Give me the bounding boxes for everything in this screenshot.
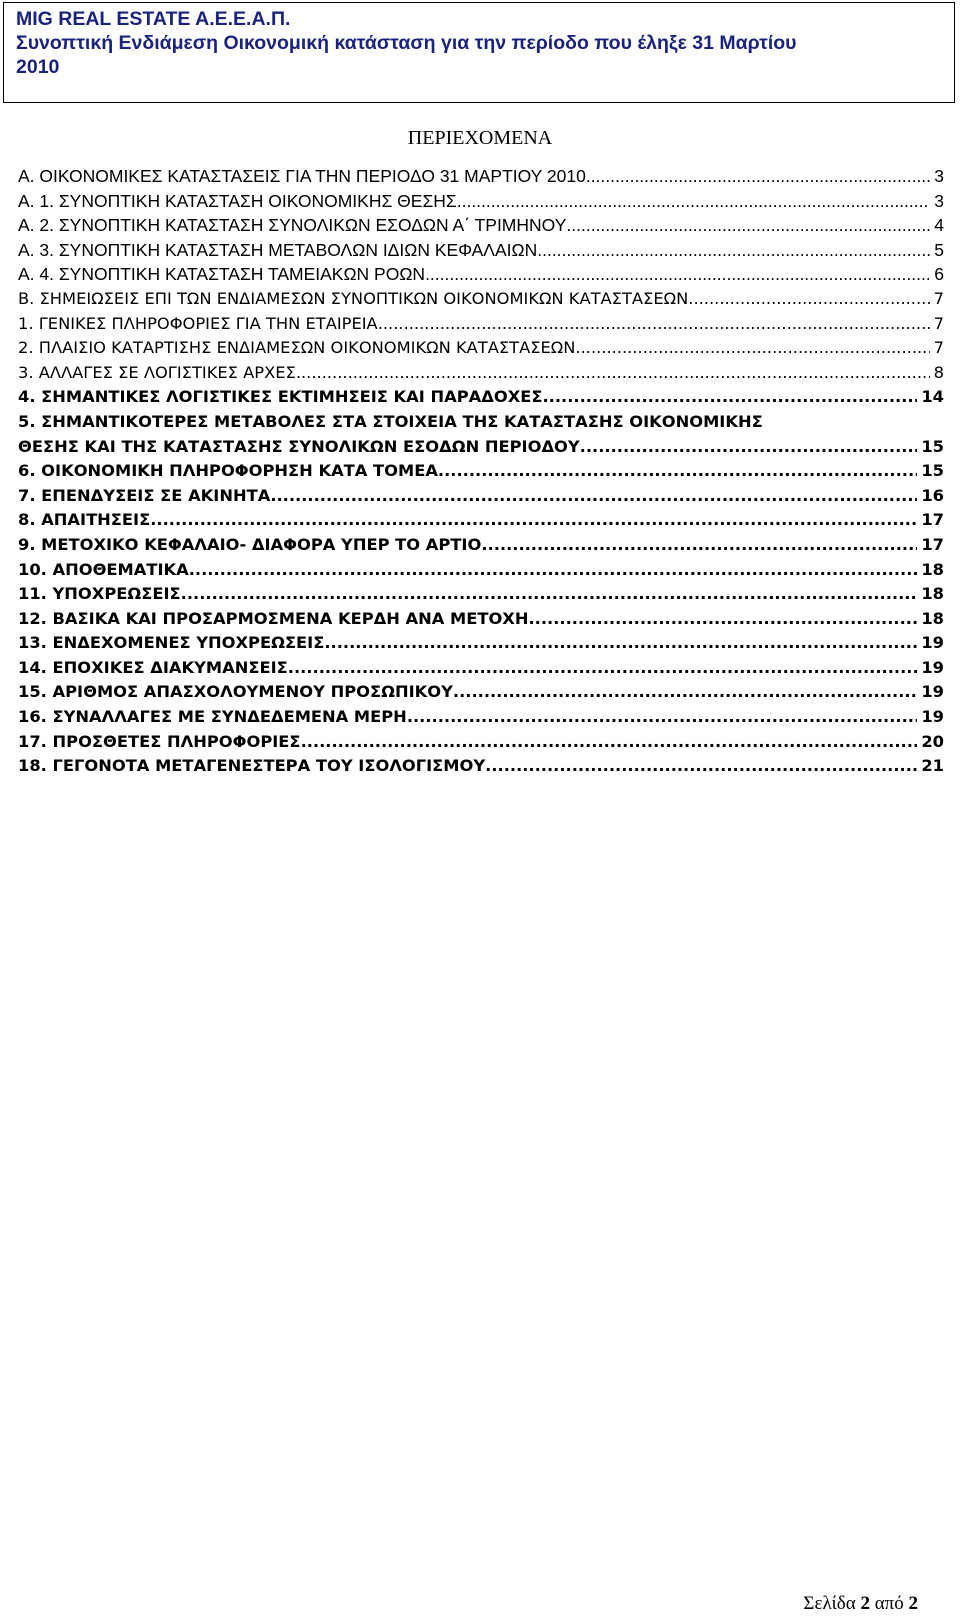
toc-entry[interactable] xyxy=(18,287,944,312)
toc-entry[interactable] xyxy=(18,656,944,681)
toc-entry-page: 14 xyxy=(921,387,944,407)
toc-entry[interactable] xyxy=(18,558,944,583)
toc-entry-page: 3 xyxy=(934,190,944,211)
toc-entry-page: 5 xyxy=(934,239,944,260)
toc-entry-page: 4 xyxy=(934,215,944,236)
toc-entry-label: Α. 4. ΣΥΝΟΠΤΙΚΗ ΚΑΤΑΣΤΑΣΗ ΤΑΜΕΙΑΚΩΝ ΡΟΩΝ xyxy=(18,264,426,285)
toc-entry-page: 18 xyxy=(921,608,944,628)
toc-entry[interactable] xyxy=(18,336,944,361)
toc-entry-page: 7 xyxy=(933,313,944,333)
toc-leader xyxy=(324,631,917,656)
page-total: 2 xyxy=(908,1593,918,1614)
document-subtitle: Συνοπτική Ενδιάμεση Οικονομική κατάσταση για την περίοδο που έληξε 31 Μαρτίου xyxy=(16,32,797,54)
toc-title: ΠΕΡΙΕΧΟΜΕΝΑ xyxy=(407,127,553,149)
toc-entry[interactable] xyxy=(18,705,944,730)
toc-leader xyxy=(485,754,917,779)
toc-leader xyxy=(296,361,930,386)
toc-entry[interactable] xyxy=(18,361,944,386)
toc-entry-page: 15 xyxy=(921,436,944,456)
toc-leader xyxy=(425,262,930,287)
toc-entry[interactable] xyxy=(18,730,944,755)
page-prefix: Σελίδα xyxy=(803,1593,856,1614)
toc-entry[interactable] xyxy=(18,262,944,287)
toc-entry[interactable] xyxy=(18,385,944,410)
company-name: MIG REAL ESTATE A.E.E.A.Π. xyxy=(16,8,291,30)
toc-entry-page: 15 xyxy=(921,461,944,481)
toc-leader xyxy=(181,582,918,607)
toc-entry[interactable] xyxy=(18,631,944,656)
toc-entry[interactable] xyxy=(18,213,944,238)
toc-entry-label: ΘΕΣΗΣ ΚΑΙ ΤΗΣ ΚΑΤΑΣΤΑΣΗΣ ΣΥΝΟΛΙΚΩΝ ΕΣΟΔΩΝ ΠΕΡΙΟΔΟΥ xyxy=(18,436,580,456)
toc-entry-label: 7. ΕΠΕΝΔΥΣΕΙΣ ΣΕ ΑΚΙΝΗΤΑ xyxy=(18,485,271,505)
toc-entry-label: 15. ΑΡΙΘΜΟΣ ΑΠΑΣΧΟΛΟΥΜΕΝΟΥ ΠΡΟΣΩΠΙΚΟΥ xyxy=(18,682,453,702)
toc-entry-label: 16. ΣΥΝΑΛΛΑΓΕΣ ΜΕ ΣΥΝΔΕΔΕΜΕΝΑ ΜΕΡΗ xyxy=(18,707,407,727)
toc-entry-page: 21 xyxy=(921,756,944,776)
toc-entry[interactable] xyxy=(18,312,944,337)
page-of: από xyxy=(874,1593,904,1614)
toc-leader xyxy=(301,730,918,755)
toc-leader xyxy=(453,680,917,705)
page-current: 2 xyxy=(860,1593,870,1614)
toc-leader xyxy=(580,435,918,460)
toc-leader xyxy=(189,558,918,583)
toc-leader xyxy=(543,385,918,410)
toc-entry[interactable] xyxy=(18,582,944,607)
toc-entry[interactable] xyxy=(18,754,944,779)
toc-leader xyxy=(586,164,930,189)
document-header xyxy=(3,2,955,103)
toc-entry-label: Α. 3. ΣΥΝΟΠΤΙΚΗ ΚΑΤΑΣΤΑΣΗ ΜΕΤΑΒΟΛΩΝ ΙΔΙΩΝ ΚΕΦΑΛΑΙΩΝ xyxy=(18,239,538,260)
toc-entry-label: 4. ΣΗΜΑΝΤΙΚΕΣ ΛΟΓΙΣΤΙΚΕΣ ΕΚΤΙΜΗΣΕΙΣ ΚΑΙ ΠΑΡΑΔΟΧΕΣ xyxy=(18,387,543,407)
toc-entry-label: 11. ΥΠΟΧΡΕΩΣΕΙΣ xyxy=(18,584,181,604)
toc-entry[interactable] xyxy=(18,189,944,214)
toc-leader xyxy=(288,656,918,681)
toc-entry-page: 6 xyxy=(934,264,944,285)
toc-entry[interactable] xyxy=(18,607,944,632)
toc-entry[interactable] xyxy=(18,435,944,460)
toc-leader xyxy=(575,336,929,361)
toc-leader xyxy=(688,287,929,312)
toc-entry-label: Β. ΣΗΜΕΙΩΣΕΙΣ ΕΠΙ ΤΩΝ ΕΝΔΙΑΜΕΣΩΝ ΣΥΝΟΠΤΙΚΩΝ ΟΙΚΟΝΟΜΙΚΩΝ ΚΑΤΑΣΤΑΣΕΩΝ xyxy=(18,288,689,308)
toc-entry-page: 17 xyxy=(921,534,944,554)
toc-entry-page: 7 xyxy=(933,288,944,308)
toc-entry[interactable] xyxy=(18,238,944,263)
toc-entry-page: 19 xyxy=(921,707,944,727)
toc-entry-label: 17. ΠΡΟΣΘΕΤΕΣ ΠΛΗΡΟΦΟΡΙΕΣ xyxy=(18,731,301,751)
toc-entry-label: 9. ΜΕΤΟΧΙΚΟ ΚΕΦΑΛΑΙΟ- ΔΙΑΦΟΡΑ ΥΠΕΡ ΤΟ ΑΡΤΙΟ xyxy=(18,534,482,554)
toc-entry-wrapped-first-line[interactable] xyxy=(18,410,944,435)
toc-entry-page: 3 xyxy=(934,166,944,186)
page-number-footer xyxy=(803,1593,918,1615)
toc-entry[interactable] xyxy=(18,508,944,533)
toc-leader xyxy=(407,705,918,730)
toc-entry-label: 1. ΓΕΝΙΚΕΣ ΠΛΗΡΟΦΟΡΙΕΣ ΓΙΑ ΤΗΝ ΕΤΑΙΡΕΙΑ xyxy=(18,313,378,333)
toc-entry-label: 5. ΣΗΜΑΝΤΙΚΟΤΕΡΕΣ ΜΕΤΑΒΟΛΕΣ ΣΤΑ ΣΤΟΙΧΕΙΑ ΤΗΣ ΚΑΤΑΣΤΑΣΗΣ ΟΙΚΟΝΟΜΙΚΗΣ xyxy=(18,411,763,431)
toc-entry-label: 14. ΕΠΟΧΙΚΕΣ ΔΙΑΚΥΜΑΝΣΕΙΣ xyxy=(18,657,288,677)
toc-entry[interactable] xyxy=(18,164,944,189)
toc-entry-label: 10. ΑΠΟΘΕΜΑΤΙΚΑ xyxy=(18,559,189,579)
toc-leader xyxy=(438,459,917,484)
toc-entry-page: 17 xyxy=(921,510,944,530)
toc-entry[interactable] xyxy=(18,533,944,558)
toc-entry-label: 6. ΟΙΚΟΝΟΜΙΚΗ ΠΛΗΡΟΦΟΡΗΣΗ ΚΑΤΑ ΤΟΜΕΑ xyxy=(18,461,438,481)
toc-entry-label: 8. ΑΠΑΙΤΗΣΕΙΣ xyxy=(18,510,151,530)
toc-entry-page: 19 xyxy=(921,633,944,653)
toc-entry[interactable] xyxy=(18,484,944,509)
toc-leader xyxy=(378,312,930,337)
toc-entry-label: 18. ΓΕΓΟΝΟΤΑ ΜΕΤΑΓΕΝΕΣΤΕΡΑ ΤΟΥ ΙΣΟΛΟΓΙΣΜΟΥ xyxy=(18,756,486,776)
toc-entry-page: 18 xyxy=(921,559,944,579)
toc-leader xyxy=(528,607,917,632)
toc-entry[interactable] xyxy=(18,680,944,705)
toc-leader xyxy=(150,508,917,533)
toc-leader xyxy=(537,238,930,263)
toc-entry-label: 3. ΑΛΛΑΓΕΣ ΣΕ ΛΟΓΙΣΤΙΚΕΣ ΑΡΧΕΣ xyxy=(18,362,296,382)
toc-entry-label: Α. 2. ΣΥΝΟΠΤΙΚΗ ΚΑΤΑΣΤΑΣΗ ΣΥΝΟΛΙΚΩΝ ΕΣΟΔΩΝ Α΄ ΤΡΙΜΗΝΟΥ xyxy=(18,215,567,236)
toc-entry-page: 19 xyxy=(921,682,944,702)
table-of-contents xyxy=(18,164,944,779)
toc-leader xyxy=(457,189,931,214)
toc-entry-label: 2. ΠΛΑΙΣΙΟ ΚΑΤΑΡΤΙΣΗΣ ΕΝΔΙΑΜΕΣΩΝ ΟΙΚΟΝΟΜΙΚΩΝ ΚΑΤΑΣΤΑΣΕΩΝ xyxy=(18,338,576,358)
document-subtitle-year: 2010 xyxy=(16,56,60,78)
toc-leader xyxy=(566,213,930,238)
toc-entry-page: 8 xyxy=(933,362,944,382)
toc-entry-page: 19 xyxy=(921,657,944,677)
toc-entry-page: 7 xyxy=(933,338,944,358)
toc-entry-page: 16 xyxy=(921,485,944,505)
toc-entry[interactable] xyxy=(18,459,944,484)
toc-entry-label: Α. ΟΙΚΟΝΟΜΙΚΕΣ ΚΑΤΑΣΤΑΣΕΙΣ ΓΙΑ ΤΗΝ ΠΕΡΙΟΔΟ 31 ΜΑΡΤΙΟΥ 2010 xyxy=(18,166,586,186)
toc-entry-label: 12. ΒΑΣΙΚΑ ΚΑΙ ΠΡΟΣΑΡΜΟΣΜΕΝΑ ΚΕΡΔΗ ΑΝΑ ΜΕΤΟΧΗ xyxy=(18,608,529,628)
toc-entry-label: Α. 1. ΣΥΝΟΠΤΙΚΗ ΚΑΤΑΣΤΑΣΗ ΟΙΚΟΝΟΜΙΚΗΣ ΘΕΣΗΣ xyxy=(18,190,457,211)
toc-leader xyxy=(481,533,917,558)
toc-entry-label: 13. ΕΝΔΕΧΟΜΕΝΕΣ ΥΠΟΧΡΕΩΣΕΙΣ xyxy=(18,633,325,653)
toc-leader xyxy=(270,484,917,509)
toc-entry-page: 20 xyxy=(921,731,944,751)
toc-entry-page: 18 xyxy=(921,584,944,604)
